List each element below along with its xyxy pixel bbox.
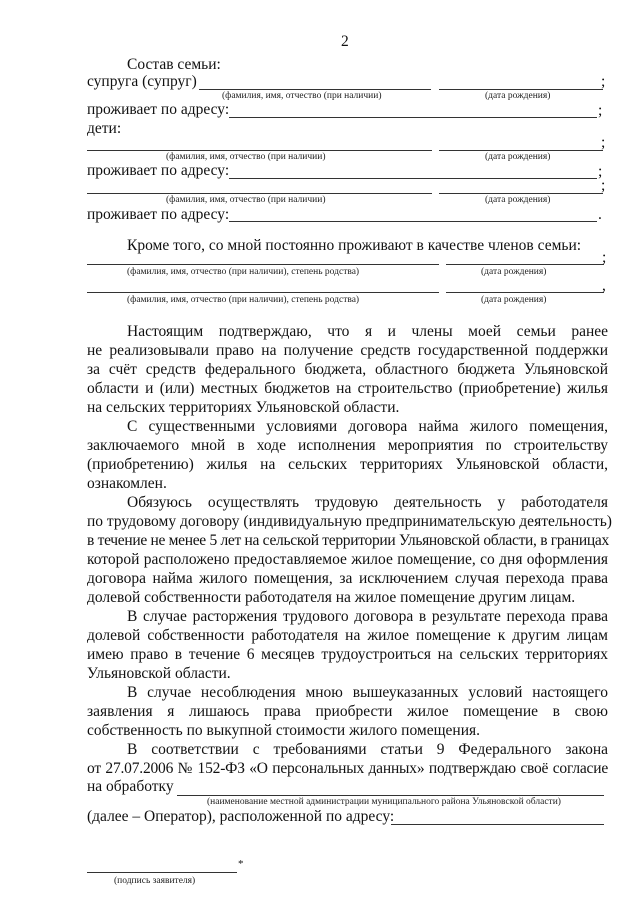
paragraph-line: В соответствии с требованиями статьи 9 Федерального закона [127, 741, 608, 758]
other1-semicolon: ; [602, 249, 607, 266]
spouse-date-caption: (дата рождения) [485, 91, 551, 101]
signature-line[interactable] [87, 872, 237, 873]
paragraph-line: области и (или) местных бюджетов на строительство (приобретение) жилья [87, 380, 608, 397]
paragraph-line: имею право в течение 6 месяцев трудоустроиться на сельских территориях [87, 646, 608, 663]
children-label: дети: [87, 120, 122, 137]
child2-address-period: . [598, 206, 602, 223]
child1-address-semicolon: ; [598, 163, 603, 180]
child2-name-caption: (фамилия, имя, отчество (при наличии) [166, 195, 326, 205]
spouse-label: супруга (супруг) [87, 73, 197, 90]
child1-name-line[interactable] [87, 150, 432, 151]
paragraph-line: (приобретению) жилья на сельских территориях Ульяновской области, [87, 456, 608, 473]
child2-date-line[interactable] [439, 193, 603, 194]
other2-date-caption: (дата рождения) [481, 295, 547, 305]
page-number: 2 [341, 33, 349, 50]
admin-name-line[interactable] [177, 795, 604, 796]
admin-caption: (наименование местной администрации муниципального района Ульяновской области) [207, 797, 561, 807]
spouse-semicolon: ; [601, 73, 606, 90]
signature-asterisk: * [238, 858, 244, 870]
spouse-address-label: проживает по адресу: [87, 101, 230, 118]
paragraph-line: собственность по выкупной стоимости жилого помещения. [87, 722, 481, 739]
spouse-name-caption: (фамилия, имя, отчество (при наличии) [222, 91, 382, 101]
paragraph-line: долевой собственности работодателя на жилое помещение к другим лицам [87, 627, 608, 644]
paragraph-line: Ульяновской области. [87, 665, 231, 682]
paragraph-line: заявления я лишаюсь права приобрести жилое помещение в свою [87, 703, 608, 720]
other2-comma: , [602, 277, 606, 294]
paragraph-line: В случае расторжения трудового договора в результате перехода права [127, 608, 608, 625]
paragraph-termination [87, 607, 608, 683]
family-title: Состав семьи: [127, 56, 221, 73]
child1-semicolon: ; [601, 134, 606, 151]
paragraph-employment-obligation [87, 493, 612, 607]
operator-label: (далее – Оператор), расположенной по адресу: [87, 808, 395, 825]
paragraph-line: на сельских территориях Ульяновской области. [87, 399, 400, 416]
other2-name-caption: (фамилия, имя, отчество (при наличии), степень родства) [127, 295, 360, 305]
paragraph-line: В случае несоблюдения мною вышеуказанных условий настоящего [127, 684, 608, 701]
child2-semicolon: ; [601, 177, 606, 194]
spouse-date-line[interactable] [439, 89, 603, 90]
paragraph-acknowledgement [87, 417, 608, 493]
spouse-address-line[interactable] [229, 117, 597, 118]
paragraph-line: по трудовому договору (индивидуальную предпринимательскую деятельность) [87, 513, 612, 530]
others-title: Кроме того, со мной постоянно проживают в качестве членов семьи: [127, 237, 582, 254]
paragraph-line: от 27.07.2006 № 152-ФЗ «О персональных данных» подтверждаю своё согласие [87, 760, 608, 777]
child2-address-label: проживает по адресу: [87, 206, 230, 223]
operator-address-line[interactable] [391, 824, 604, 825]
child2-date-caption: (дата рождения) [485, 195, 551, 205]
paragraph-noncompliance [87, 683, 608, 740]
child1-date-line[interactable] [439, 150, 603, 151]
paragraph-line: договора найма жилого помещения, за исключением случая перехода права [87, 570, 608, 587]
paragraph-line: С существенными условиями договора найма жилого помещения, [127, 418, 608, 435]
child2-name-line[interactable] [87, 193, 432, 194]
other1-date-line[interactable] [446, 264, 604, 265]
paragraph-line: которой расположено предоставляемое жилое помещение, со дня оформления [87, 551, 608, 568]
spouse-name-line[interactable] [199, 89, 431, 90]
paragraph-personal-data-consent [87, 740, 608, 778]
paragraph-line: в течение не менее 5 лет на сельской территории Ульяновской области, в границах [87, 532, 609, 549]
paragraph-line: ознакомлен. [87, 475, 167, 492]
child1-address-label: проживает по адресу: [87, 162, 230, 179]
child1-name-caption: (фамилия, имя, отчество (при наличии) [166, 152, 326, 162]
spouse-address-semicolon: ; [598, 102, 603, 119]
paragraph-no-prior-support [87, 322, 608, 417]
paragraph-line: Обязуюсь осуществлять трудовую деятельность у работодателя [127, 494, 608, 511]
paragraph-line: долевой собственности работодателя на жилое помещение другим лицам. [87, 589, 576, 606]
child1-address-line[interactable] [229, 178, 597, 179]
paragraph-line: Настоящим подтверждаю, что я и члены моей семьи ранее [127, 323, 608, 340]
child2-address-line[interactable] [229, 221, 597, 222]
processing-label: на обработку [87, 778, 174, 795]
paragraph-line: за счёт средств федерального бюджета, областного бюджета Ульяновской [87, 361, 608, 378]
signature-caption: (подпись заявителя) [114, 876, 196, 886]
other1-date-caption: (дата рождения) [481, 267, 547, 277]
other1-name-line[interactable] [87, 264, 439, 265]
other1-name-caption: (фамилия, имя, отчество (при наличии), степень родства) [127, 267, 360, 277]
child1-date-caption: (дата рождения) [485, 152, 551, 162]
paragraph-line: заключаемого мной в ходе исполнения мероприятия по строительству [87, 437, 608, 454]
paragraph-line: не реализовывали право на получение средств государственной поддержки [87, 342, 608, 359]
other2-date-line[interactable] [446, 292, 604, 293]
other2-name-line[interactable] [87, 292, 439, 293]
